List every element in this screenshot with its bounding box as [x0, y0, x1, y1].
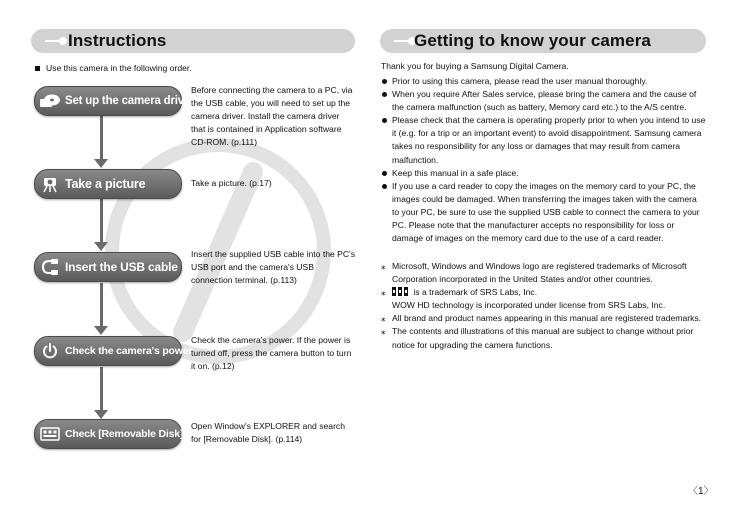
page-number: 〈1〉	[688, 486, 714, 497]
note-text: WOW HD technology is incorporated under license from SRS Labs, Inc.	[392, 300, 666, 311]
step-label: Check [Removable Disk]	[65, 428, 184, 440]
bullet-text: Keep this manual in a safe place.	[392, 167, 519, 178]
bullet-text: If you use a card reader to copy the images on the memory card to your PC, the images could be damaged. When transferring the images taken with the camera to your PC, be sure to use the supplied USB cable to connect the camera to your PC. Please note that the manufacturer accepts no responsibility for loss or damage of images on the memory card due to the use of a card reader.	[392, 180, 700, 244]
asterisk-mark: ⁎	[381, 287, 386, 298]
section-title: Instructions	[68, 31, 167, 50]
drive-icon	[35, 426, 65, 442]
list-item	[381, 114, 706, 166]
intro-text: Use this camera in the following order.	[46, 63, 192, 73]
note-text: Microsoft, Windows and Windows logo are registered trademarks of Microsoft Corporation incorporated in the United States and/or other countries.	[392, 261, 687, 285]
step-description: Take a picture. (p.17)	[191, 178, 272, 188]
asterisk-mark: ⁎	[381, 261, 386, 271]
note-text: All brand and product names appearing in this manual are registered trademarks.	[392, 313, 702, 324]
down-arrow	[97, 367, 107, 419]
cd-icon	[35, 93, 65, 109]
step-take-picture	[34, 169, 182, 199]
step-check-removable-disk	[34, 419, 182, 449]
list-item	[381, 75, 706, 88]
list-item	[381, 180, 706, 245]
asterisk-mark: ⁎	[381, 326, 386, 337]
intro-line	[35, 63, 192, 73]
step-setup-driver	[34, 86, 195, 116]
square-bullet	[35, 66, 40, 71]
bullet-text: Please check that the camera is operating properly prior to when you intend to use it (e.g. for a trip or an important event) to avoid disappointment. Samsung camera takes no responsibility for any loss or damages that may result from camera malfunction.	[392, 115, 706, 165]
note-item	[381, 312, 706, 325]
thank-you-text: Thank you for buying a Samsung Digital Camera.	[381, 61, 569, 71]
trademark-notes	[381, 260, 706, 352]
list-item	[381, 88, 706, 114]
asterisk-mark: ⁎	[381, 313, 386, 324]
bullet-text: When you require After Sales service, please bring the camera and the cause of the camera malfunction (such as battery, Memory card etc.) to the A/S centre.	[392, 89, 697, 113]
note-text: is a trademark of SRS Labs, Inc.	[413, 287, 538, 298]
down-arrow	[97, 283, 107, 335]
step-description: Insert the supplied USB cable into the PC's USB port and the camera's USB connection terminal. (p.113)	[191, 249, 356, 285]
step-description: Before connecting the camera to a PC, via the USB cable, you will need to set up the camera driver. Install the camera driver that is contained in Application software CD-ROM. (p.111)	[191, 85, 353, 147]
step-label: Take a picture	[65, 177, 146, 191]
note-item	[381, 325, 706, 351]
down-arrow	[97, 116, 107, 168]
header-dot-decoration	[59, 37, 67, 45]
bullet-list	[381, 75, 706, 245]
step-label: Check the camera's power	[65, 345, 193, 357]
getting-to-know-header	[380, 29, 706, 53]
list-item	[381, 167, 706, 180]
section-title: Getting to know your camera	[414, 31, 651, 50]
step-description: Open Window's EXPLORER and search for [Removable Disk]. (p.114)	[191, 421, 346, 444]
step-label: Insert the USB cable	[65, 260, 178, 274]
bullet-text: Prior to using this camera, please read the user manual thoroughly.	[392, 76, 648, 86]
instructions-header	[31, 29, 355, 53]
note-text: The contents and illustrations of this manual are subject to change without prior notice for upgrading the camera functions.	[392, 326, 694, 350]
down-arrow	[97, 199, 107, 251]
step-check-power	[34, 336, 193, 366]
note-item	[381, 260, 706, 286]
step-insert-usb	[34, 252, 182, 282]
note-item	[381, 286, 706, 312]
camera-person-icon	[35, 175, 65, 193]
srs-logo-icon	[392, 287, 408, 296]
step-description: Check the camera's power. If the power is turned off, press the camera button to turn it on. (p.12)	[191, 335, 352, 371]
usb-plug-icon	[35, 258, 65, 276]
power-icon	[35, 342, 65, 360]
step-label: Set up the camera driver	[65, 95, 195, 107]
